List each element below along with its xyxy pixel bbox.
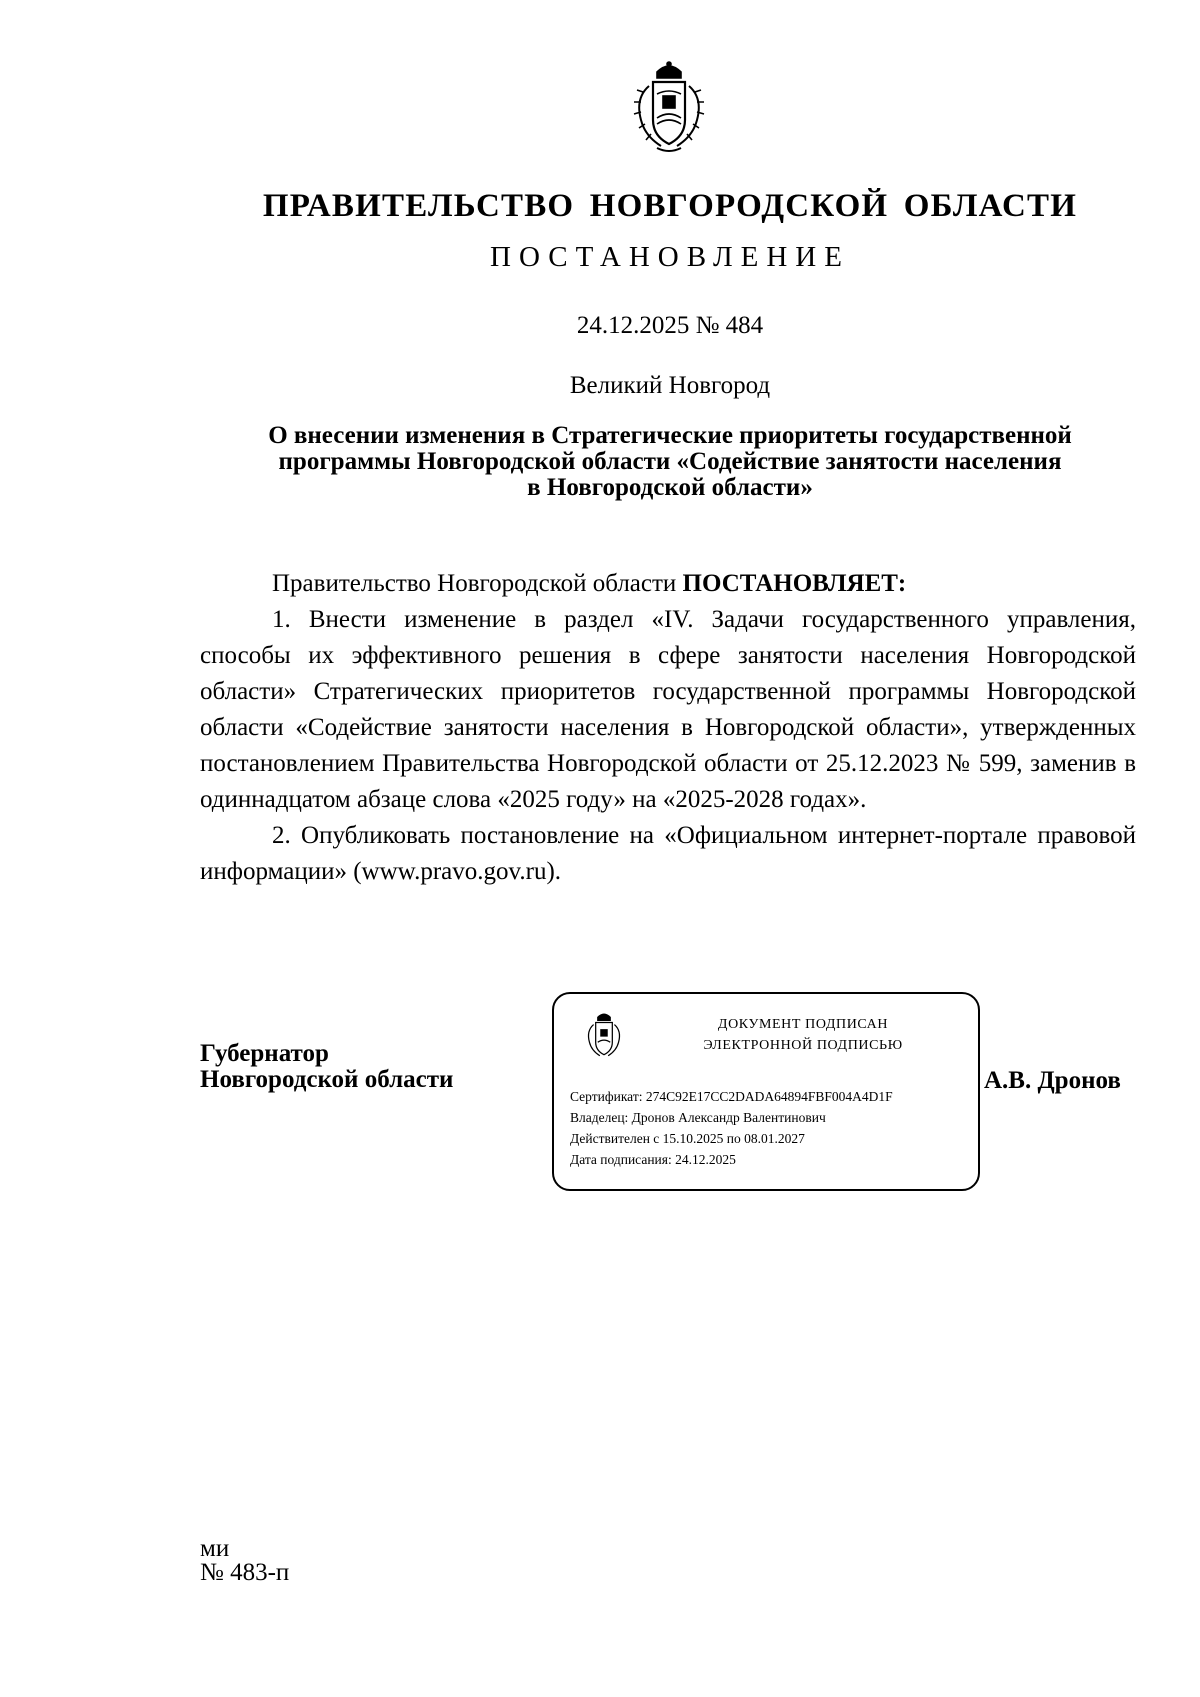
preamble-resolution: ПОСТАНОВЛЯЕТ: — [682, 570, 907, 597]
stamp-validity: Действителен с 15.10.2025 по 08.01.2027 — [570, 1131, 805, 1146]
subject-line: программы Новгородской области «Содействие занятости населения — [278, 448, 1062, 475]
signer-position-line: Новгородской области — [200, 1066, 454, 1093]
electronic-signature-stamp — [552, 992, 980, 1191]
paragraph-item-2: 2. Опубликовать постановление на «Официальном интернет-портале правовой информации» (www.pravo.gov.ru). — [200, 822, 1136, 885]
government-title: ПРАВИТЕЛЬСТВО НОВГОРОДСКОЙ ОБЛАСТИ — [262, 188, 1078, 224]
coat-of-arms-icon — [627, 58, 711, 158]
document-type: ПОСТАНОВЛЕНИЕ — [490, 241, 850, 273]
footer-initials: ми — [200, 1535, 230, 1562]
footer-number: № 483-п — [200, 1559, 290, 1586]
stamp-heading-line: ДОКУМЕНТ ПОДПИСАН — [717, 1017, 889, 1032]
preamble — [200, 566, 1136, 602]
stamp-details — [570, 1086, 970, 1170]
paragraph-item-1: 1. Внести изменение в раздел «IV. Задачи государственного управления, способы их эффективного решения в сфере занятости населения Новгородской области» Стратегических приоритетов государственной программы Новгородской области «Содействие занятости населения в Новгородской области», утвержденных постановлением Правительства Новгородской области от 25.12.2023 № 599, заменив в одиннадцатом абзаце слова «2025 году» на «2025-2028 годах». — [200, 606, 1136, 813]
stamp-certificate: Сертификат: 274C92E17CC2DADA64894FBF004A4D1F — [570, 1089, 893, 1104]
preamble-text: Правительство Новгородской области — [272, 570, 683, 597]
subject-line: О внесении изменения в Стратегические приоритеты государственной — [268, 422, 1072, 449]
stamp-owner: Владелец: Дронов Александр Валентинович — [570, 1110, 826, 1125]
stamp-heading — [638, 1014, 968, 1056]
document-city: Великий Новгород — [569, 372, 771, 399]
signer-name: А.В. Дронов — [984, 1067, 1121, 1094]
signer-position — [200, 1041, 500, 1093]
document-body — [200, 566, 1136, 890]
stamp-coat-of-arms-icon — [582, 1010, 626, 1062]
document-subject — [200, 423, 1140, 501]
document-date-number: 24.12.2025 № 484 — [576, 312, 764, 339]
signer-position-line: Губернатор — [200, 1040, 329, 1067]
stamp-signed-date: Дата подписания: 24.12.2025 — [570, 1152, 736, 1167]
subject-line: в Новгородской области» — [527, 474, 813, 501]
stamp-heading-line: ЭЛЕКТРОННОЙ ПОДПИСЬЮ — [703, 1038, 903, 1053]
footer-note — [200, 1537, 400, 1585]
